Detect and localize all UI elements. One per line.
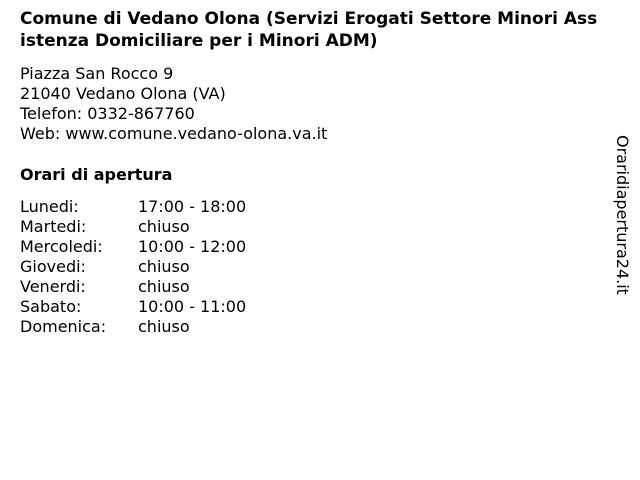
time-value: chiuso — [138, 277, 190, 296]
page-title: Comune di Vedano Olona (Servizi Erogati Settore Minori Assistenza Domiciliare per i Minori ADM) — [20, 9, 598, 51]
opening-hours-heading: Orari di apertura — [20, 165, 173, 184]
street-address: Piazza San Rocco 9 — [20, 64, 174, 83]
day-label: Domenica: — [20, 317, 107, 336]
hours-row-wednesday — [20, 237, 600, 257]
time-value: chiuso — [138, 317, 190, 336]
day-label: Venerdi: — [20, 277, 86, 296]
day-label: Giovedi: — [20, 257, 86, 276]
site-watermark: Oraridiapertura24.it — [613, 135, 632, 295]
day-label: Mercoledi: — [20, 237, 103, 256]
day-label: Lunedi: — [20, 197, 79, 216]
address-block — [20, 64, 600, 144]
opening-hours-table — [20, 197, 600, 337]
hours-row-thursday — [20, 257, 600, 277]
time-value: chiuso — [138, 217, 190, 236]
phone-number: Telefon: 0332-867760 — [20, 104, 195, 123]
time-value: 17:00 - 18:00 — [138, 197, 247, 216]
hours-row-saturday — [20, 297, 600, 317]
time-value: 10:00 - 11:00 — [138, 297, 247, 316]
time-value: 10:00 - 12:00 — [138, 237, 247, 256]
hours-row-sunday — [20, 317, 600, 337]
hours-row-monday — [20, 197, 600, 217]
hours-row-tuesday — [20, 217, 600, 237]
time-value: chiuso — [138, 257, 190, 276]
day-label: Martedi: — [20, 217, 87, 236]
business-card — [20, 8, 600, 337]
website-link[interactable]: Web: www.comune.vedano-olona.va.it — [20, 124, 328, 143]
hours-row-friday — [20, 277, 600, 297]
city-address: 21040 Vedano Olona (VA) — [20, 84, 226, 103]
day-label: Sabato: — [20, 297, 82, 316]
